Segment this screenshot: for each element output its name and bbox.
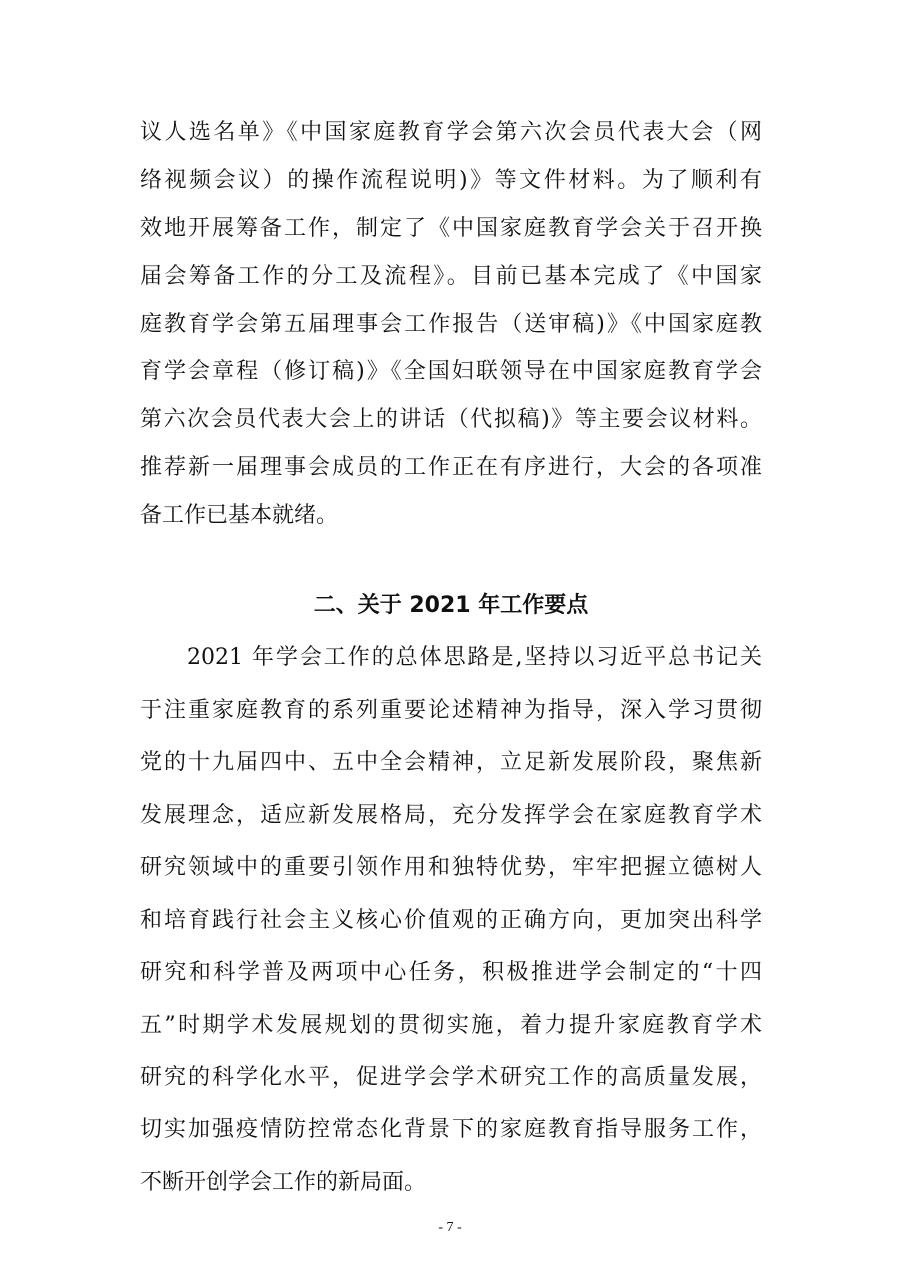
- paragraph-line: 发展理念，适应新发展格局，充分发挥学会在家庭教育学术: [140, 803, 762, 828]
- paragraph-line: 2021 年学会工作的总体思路是,坚持以习近平总书记关: [187, 645, 762, 670]
- paragraph-line: 届会筹备工作的分工及流程》。目前已基本完成了《中国家: [140, 264, 762, 289]
- paragraph-line: 第六次会员代表大会上的讲话（代拟稿)》等主要会议材料。: [140, 407, 762, 432]
- paragraph-line: 效地开展筹备工作，制定了《中国家庭教育学会关于召开换: [140, 216, 762, 241]
- paragraph-line: 切实加强疫情防控常态化背景下的家庭教育指导服务工作，: [140, 1117, 762, 1142]
- paragraph-line: 研究领域中的重要引领作用和独特优势，牢牢把握立德树人: [140, 855, 762, 880]
- paragraph-line: 五”时期学术发展规划的贯彻实施，着力提升家庭教育学术: [140, 1013, 762, 1038]
- paragraph-line: 研究的科学化水平，促进学会学术研究工作的高质量发展，: [140, 1065, 762, 1090]
- section-heading: 二、关于 2021 年工作要点: [313, 593, 589, 618]
- paragraph-line: 庭教育学会第五届理事会工作报告（送审稿)》《中国家庭教: [140, 312, 762, 337]
- paragraph-line: 推荐新一届理事会成员的工作正在有序进行，大会的各项准: [140, 455, 762, 480]
- page-number: - 7 -: [438, 1220, 462, 1235]
- paragraph-line: 议人选名单》《中国家庭教育学会第六次会员代表大会（网: [140, 120, 762, 145]
- paragraph-line: 不断开创学会工作的新局面。: [140, 1170, 427, 1195]
- paragraph-line: 研究和科学普及两项中心任务，积极推进学会制定的“十四: [140, 960, 762, 985]
- paragraph-line: 育学会章程（修订稿)》《全国妇联领导在中国家庭教育学会: [140, 359, 762, 384]
- paragraph-line: 于注重家庭教育的系列重要论述精神为指导，深入学习贯彻: [140, 698, 762, 723]
- paragraph-line: 党的十九届四中、五中全会精神，立足新发展阶段，聚焦新: [140, 750, 762, 775]
- paragraph-line: 和培育践行社会主义核心价值观的正确方向，更加突出科学: [140, 908, 762, 933]
- paragraph-line: 络视频会议）的操作流程说明)》等文件材料。为了顺利有: [140, 168, 762, 193]
- paragraph-line: 备工作已基本就绪。: [140, 503, 339, 528]
